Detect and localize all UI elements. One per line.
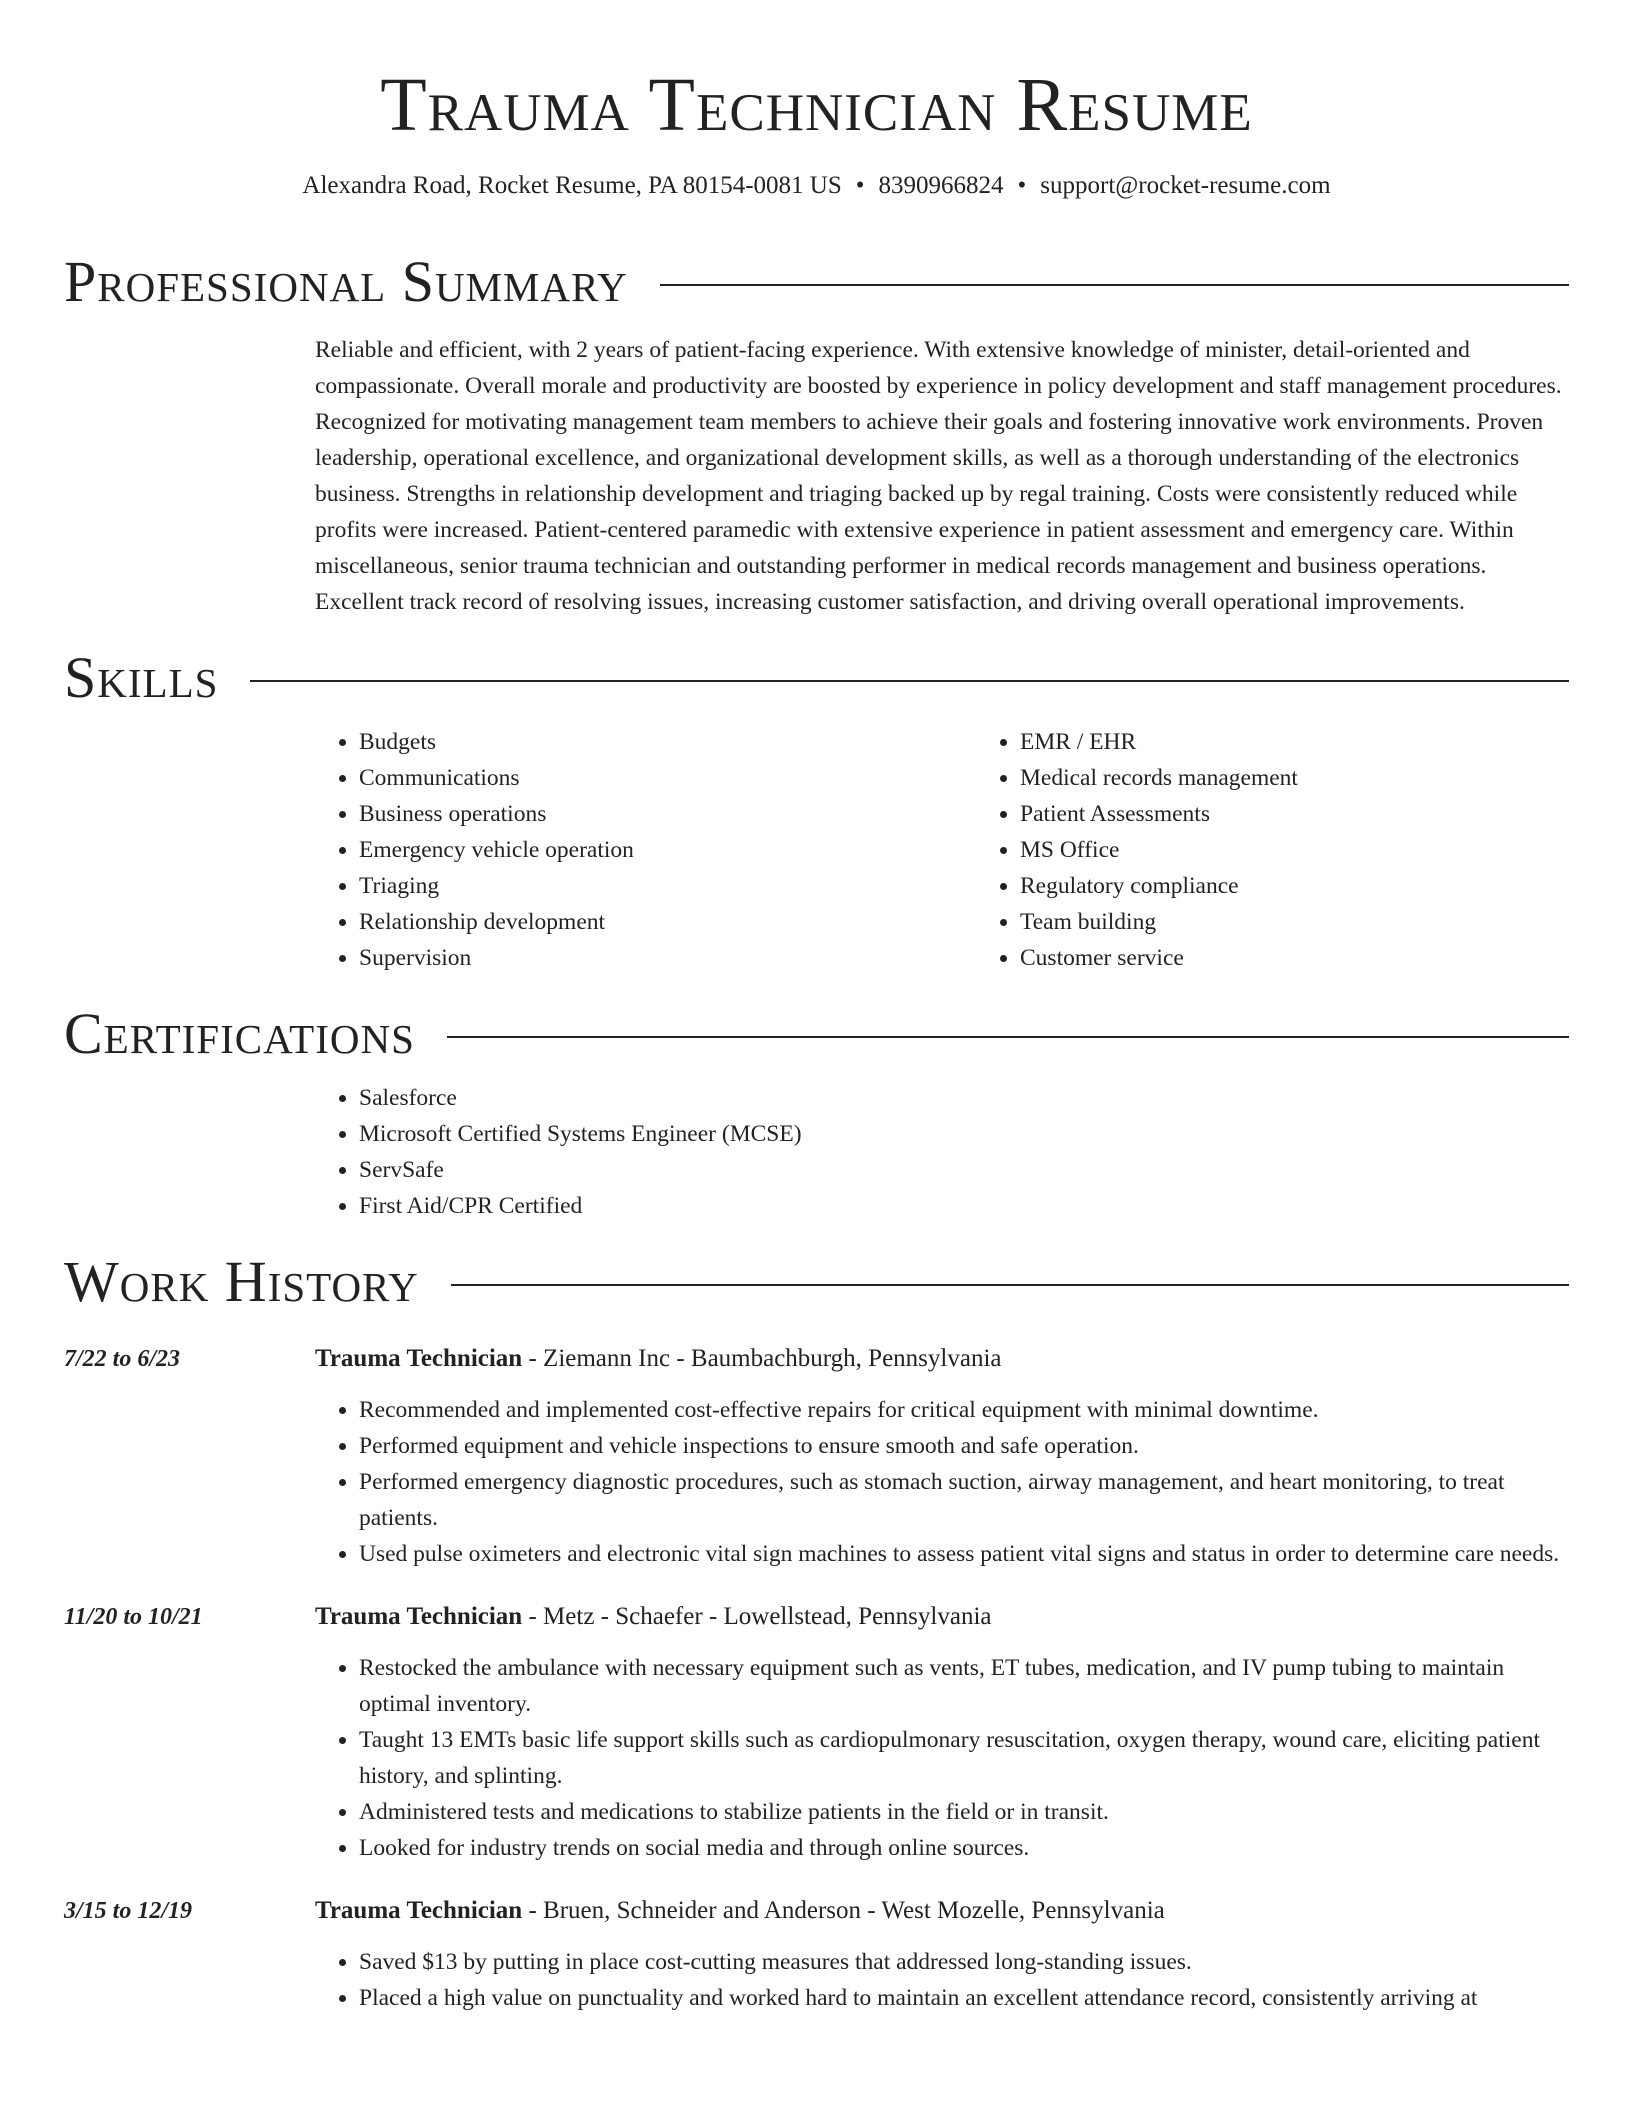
job-bullet: • Restocked the ambulance with necessary equipment such as vents, ET tubes, medication, and IV pump tubing to maintain optimal inventory. bbox=[359, 1650, 1569, 1722]
contact-separator: • bbox=[855, 172, 865, 199]
section-divider bbox=[451, 1284, 1569, 1286]
skill-item: • Team building bbox=[1020, 904, 1632, 940]
job-employer: - Ziemann Inc - Baumbachburgh, Pennsylvania bbox=[522, 1345, 1002, 1372]
job-role: Trauma Technician bbox=[315, 1345, 523, 1372]
certifications-list bbox=[315, 1080, 1569, 1224]
job-bullet: • Taught 13 EMTs basic life support skills such as cardiopulmonary resuscitation, oxygen therapy, wound care, eliciting patient history, and splinting. bbox=[359, 1722, 1569, 1794]
certification-item: • ServSafe bbox=[359, 1152, 1569, 1188]
certification-item: • Salesforce bbox=[359, 1080, 1569, 1116]
skill-item: • Customer service bbox=[1020, 940, 1632, 976]
skill-item: • EMR / EHR bbox=[1020, 724, 1632, 760]
contact-phone: 8390966824 bbox=[878, 172, 1004, 199]
contact-separator: • bbox=[1017, 172, 1027, 199]
job-bullet: • Used pulse oximeters and electronic vital sign machines to assess patient vital signs and status in order to determine care needs. bbox=[359, 1536, 1569, 1572]
skill-item: • Supervision bbox=[359, 940, 976, 976]
job-bullets bbox=[315, 1944, 1569, 2016]
job-role: Trauma Technician bbox=[315, 1897, 523, 1924]
skills-list bbox=[315, 724, 1569, 976]
skill-item: • Budgets bbox=[359, 724, 976, 760]
job-bullet: • Placed a high value on punctuality and worked hard to maintain an excellent attendance record, consistently arriving at bbox=[359, 1980, 1569, 2016]
skill-item: • Triaging bbox=[359, 868, 976, 904]
work-history-list bbox=[64, 1340, 1569, 2016]
job-dates: 7/22 to 6/23 bbox=[64, 1346, 181, 1372]
skill-item: • Relationship development bbox=[359, 904, 976, 940]
skill-item: • Patient Assessments bbox=[1020, 796, 1632, 832]
job-employer: - Metz - Schaefer - Lowellstead, Pennsylvania bbox=[522, 1603, 992, 1630]
job-bullet: • Performed equipment and vehicle inspections to ensure smooth and safe operation. bbox=[359, 1428, 1569, 1464]
summary-section-header bbox=[64, 250, 1569, 314]
job-header bbox=[315, 1340, 1569, 1378]
section-divider bbox=[447, 1036, 1569, 1038]
job-entry bbox=[64, 1340, 1569, 1572]
contact-email: support@rocket-resume.com bbox=[1040, 172, 1331, 199]
page-title: Trauma Technician Resume bbox=[380, 63, 1253, 147]
job-bullet: • Saved $13 by putting in place cost-cutting measures that addressed long-standing issues. bbox=[359, 1944, 1569, 1980]
skill-item: • Emergency vehicle operation bbox=[359, 832, 976, 868]
skill-item: • Regulatory compliance bbox=[1020, 868, 1632, 904]
certifications-section-header bbox=[64, 1002, 1569, 1066]
skills-column-left bbox=[315, 724, 976, 976]
job-bullet: • Administered tests and medications to stabilize patients in the field or in transit. bbox=[359, 1794, 1569, 1830]
job-role: Trauma Technician bbox=[315, 1603, 523, 1630]
work-history-section-header bbox=[64, 1250, 1569, 1314]
job-bullets bbox=[315, 1392, 1569, 1572]
resume-page bbox=[64, 0, 1569, 2016]
work-history-heading: Work History bbox=[64, 1249, 419, 1314]
job-header bbox=[315, 1598, 1569, 1636]
skills-column-right bbox=[976, 724, 1632, 976]
skill-item: • Business operations bbox=[359, 796, 976, 832]
certification-item: • Microsoft Certified Systems Engineer (MCSE) bbox=[359, 1116, 1569, 1152]
contact-line bbox=[64, 172, 1569, 200]
skill-item: • Communications bbox=[359, 760, 976, 796]
skill-item: • MS Office bbox=[1020, 832, 1632, 868]
job-dates: 11/20 to 10/21 bbox=[64, 1604, 203, 1630]
summary-heading: Professional Summary bbox=[64, 249, 628, 314]
job-dates: 3/15 to 12/19 bbox=[64, 1898, 193, 1924]
job-entry bbox=[64, 1598, 1569, 1866]
skill-item: • Medical records management bbox=[1020, 760, 1632, 796]
job-header bbox=[315, 1892, 1569, 1930]
contact-address: Alexandra Road, Rocket Resume, PA 80154-0081 US bbox=[302, 172, 842, 199]
job-bullets bbox=[315, 1650, 1569, 1866]
section-divider bbox=[250, 680, 1569, 682]
job-entry bbox=[64, 1892, 1569, 2016]
summary-text: Reliable and efficient, with 2 years of patient-facing experience. With extensive knowledge of minister, detail-oriented and compassionate. Overall morale and productivity are boosted by experience in policy development and staff management procedures. Recognized for motivating management team members to achieve their goals and fostering innovative work environments. Proven leadership, operational excellence, and organizational development skills, as well as a thorough understanding of the electronics business. Strengths in relationship development and triaging backed up by regal training. Costs were consistently reduced while profits were increased. Patient-centered paramedic with extensive experience in patient assessment and emergency care. Within miscellaneous, senior trauma technician and outstanding performer in medical records management and business operations. Excellent track record of resolving issues, increasing customer satisfaction, and driving overall operational improvements. bbox=[315, 337, 1562, 615]
skills-section-header bbox=[64, 646, 1569, 710]
certifications-heading: Certifications bbox=[64, 1001, 415, 1066]
skills-heading: Skills bbox=[64, 645, 219, 710]
job-employer: - Bruen, Schneider and Anderson - West Mozelle, Pennsylvania bbox=[522, 1897, 1165, 1924]
section-divider bbox=[660, 284, 1569, 286]
certification-item: • First Aid/CPR Certified bbox=[359, 1188, 1569, 1224]
job-bullet: • Looked for industry trends on social media and through online sources. bbox=[359, 1830, 1569, 1866]
job-bullet: • Performed emergency diagnostic procedures, such as stomach suction, airway management, and heart monitoring, to treat patients. bbox=[359, 1464, 1569, 1536]
job-bullet: • Recommended and implemented cost-effective repairs for critical equipment with minimal downtime. bbox=[359, 1392, 1569, 1428]
